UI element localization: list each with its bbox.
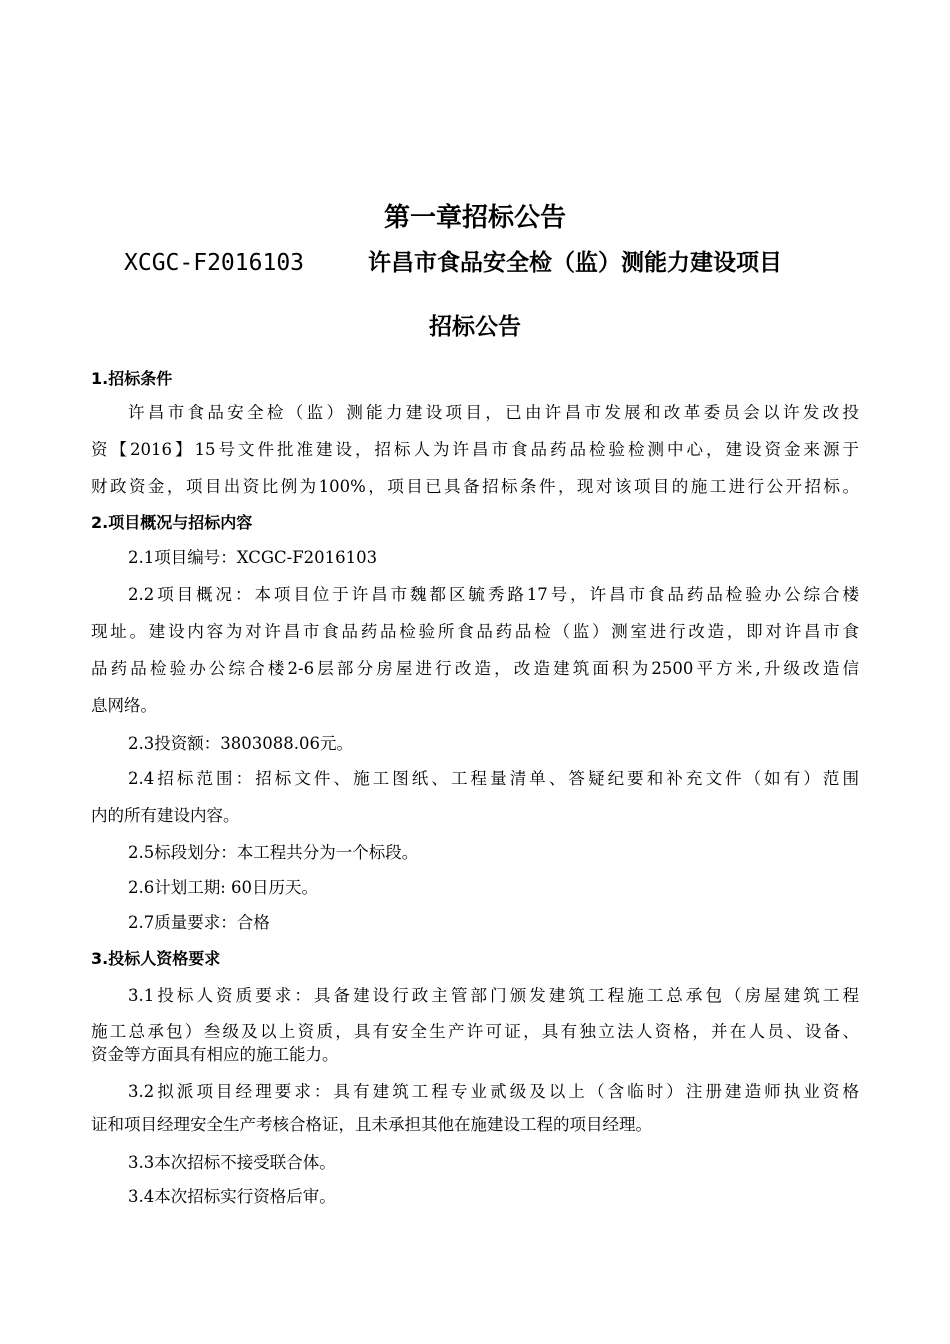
- item-3-1-line-2: 施工总承包）叁级及以上资质，具有安全生产许可证，具有独立法人资格，并在人员、设备、: [91, 1022, 859, 1041]
- item-2-1: 2.1项目编号：XCGC-F2016103: [128, 548, 378, 567]
- section-2-heading: 2.项目概况与招标内容: [91, 513, 253, 532]
- item-2-2-line-1: 2.2项目概况：本项目位于许昌市魏都区毓秀路17号，许昌市食品药品检验办公综合楼: [128, 585, 859, 604]
- project-code: XCGC-F2016103: [124, 250, 305, 276]
- section-1-line-3: 财政资金，项目出资比例为100%，项目已具备招标条件，现对该项目的施工进行公开招标。: [91, 477, 859, 496]
- notice-title: 招标公告: [429, 314, 521, 340]
- item-3-2-line-2: 证和项目经理安全生产考核合格证，且未承担其他在施建设工程的项目经理。: [91, 1115, 652, 1134]
- item-2-6: 2.6计划工期: 60日历天。: [128, 878, 319, 897]
- item-2-3: 2.3投资额：3803088.06元。: [128, 734, 353, 753]
- item-2-4-line-1: 2.4招标范围：招标文件、施工图纸、工程量清单、答疑纪要和补充文件（如有）范围: [128, 769, 859, 788]
- item-3-1-line-3: 资金等方面具有相应的施工能力。: [91, 1045, 339, 1064]
- item-2-2-line-3: 品药品检验办公综合楼2-6层部分房屋进行改造，改造建筑面积为2500平方米,升级改造信: [91, 659, 859, 678]
- item-3-2-line-1: 3.2拟派项目经理要求：具有建筑工程专业贰级及以上（含临时）注册建造师执业资格: [128, 1082, 859, 1101]
- section-1-heading: 1.招标条件: [91, 369, 173, 388]
- item-2-4-line-2: 内的所有建设内容。: [91, 806, 240, 825]
- section-1-line-2: 资【2016】15号文件批准建设，招标人为许昌市食品药品检验检测中心，建设资金来源于: [91, 440, 859, 459]
- section-3-heading: 3.投标人资格要求: [91, 949, 221, 968]
- section-1-line-1: 许昌市食品安全检（监）测能力建设项目，已由许昌市发展和改革委员会以许发改投: [128, 403, 859, 422]
- item-2-2-line-4: 息网络。: [91, 696, 157, 715]
- item-3-3: 3.3本次招标不接受联合体。: [128, 1153, 336, 1172]
- item-3-1-line-1: 3.1投标人资质要求：具备建设行政主管部门颁发建筑工程施工总承包（房屋建筑工程: [128, 986, 859, 1005]
- item-3-4: 3.4本次招标实行资格后审。: [128, 1187, 336, 1206]
- item-2-5: 2.5标段划分：本工程共分为一个标段。: [128, 843, 419, 862]
- project-name: 许昌市食品安全检（监）测能力建设项目: [368, 250, 782, 276]
- item-2-7: 2.7质量要求：合格: [128, 913, 270, 932]
- chapter-title: 第一章招标公告: [383, 203, 566, 233]
- item-2-2-line-2: 现址。建设内容为对许昌市食品药品检验所食品药品检（监）测室进行改造，即对许昌市食: [91, 622, 859, 641]
